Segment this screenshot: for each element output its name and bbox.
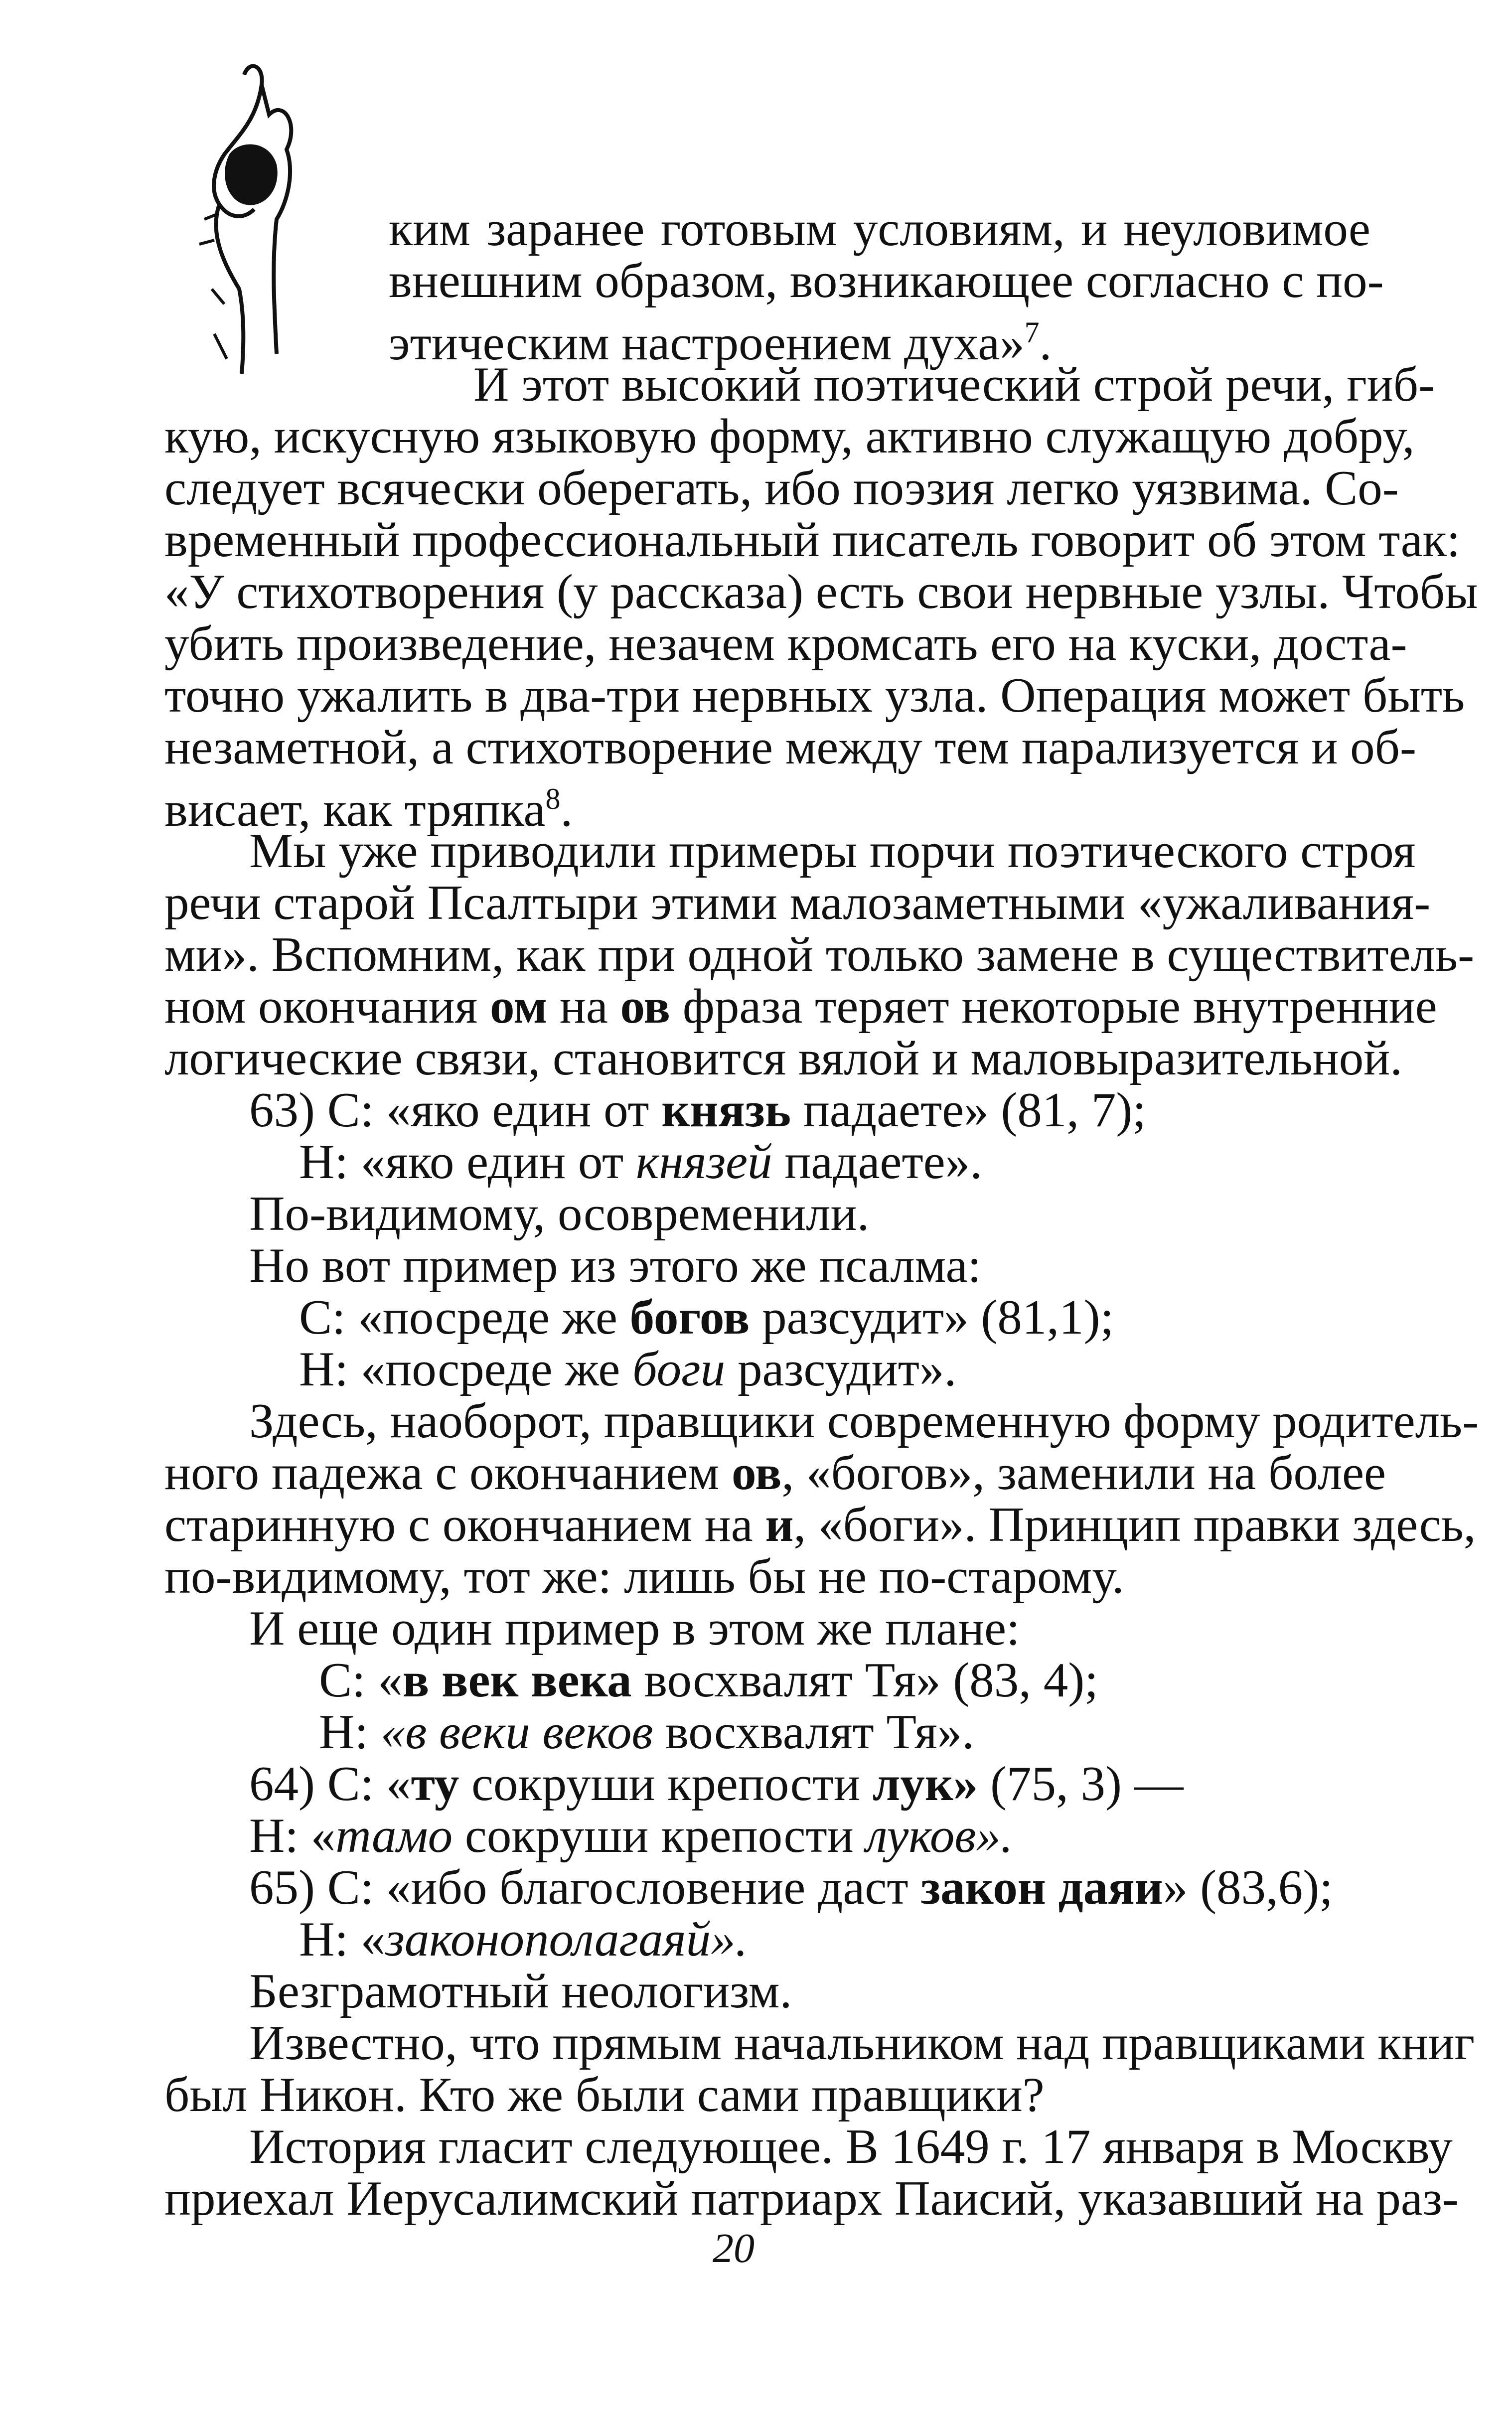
text-line: Здесь, наоборот, правщики современную форму родитель- (249, 1394, 1479, 1448)
text-line: ного падежа с окончанием ов, «богов», заменили на более (164, 1446, 1386, 1500)
text-line: был Никон. Кто же были сами правщики? (164, 2068, 1045, 2122)
text-line: висает, как тряпка$^8$. (164, 782, 573, 837)
text-line: точно ужалить в два-три нервных узла. Операция может быть (164, 668, 1465, 723)
text-line: Н: «законополагаяй». (299, 1912, 748, 1967)
text-line: Н: «яко един от князей падаете». (299, 1135, 982, 1189)
text-line: следует всячески оберегать, ибо поэзия легко уязвима. Со- (164, 461, 1399, 515)
text-line: Известно, что прямым начальником над правщиками книг (249, 2016, 1475, 2070)
text-line: кую, искусную языковую форму, активно служащую добру, (164, 409, 1415, 463)
text-line: 64) С: «ту сокруши крепости лук» (75, 3) — (249, 1757, 1184, 1811)
text-line: Но вот пример из этого же псалма: (249, 1238, 982, 1293)
text-line: 63) С: «яко един от князь падаете» (81, 7); (249, 1083, 1146, 1137)
text-line: временный профессиональный писатель говорит об этом так: (164, 513, 1461, 567)
text-line: ким заранее готовым условиям, и неуловимое (389, 202, 1370, 256)
text-line: старинную с окончанием на и, «боги». Принцип правки здесь, (164, 1498, 1476, 1552)
text-line: Мы уже приводили примеры порчи поэтического строя (249, 824, 1416, 878)
text-line: Н: «в веки веков восхвалят Тя». (319, 1705, 975, 1759)
text-line: убить произведение, незачем кромсать его на куски, доста- (164, 616, 1407, 671)
text-line: внешним образом, возникающее согласно с по- (389, 254, 1384, 308)
text-line: логические связи, становится вялой и маловыразительной. (164, 1031, 1402, 1085)
text-line: 65) С: «ибо благословение даст закон даяи» (83,6); (249, 1860, 1333, 1915)
text-line: История гласит следующее. В 1649 г. 17 января в Москву (249, 2119, 1453, 2174)
text-line: С: «в век века восхвалят Тя» (83, 4); (319, 1653, 1098, 1707)
text-line: речи старой Псалтыри этими малозаметными «ужаливания- (164, 876, 1431, 930)
text-line: приехал Иерусалимский патриарх Паисий, указавший на раз- (164, 2171, 1459, 2226)
text-line: этическим настроением духа»$^7$. (389, 316, 1052, 370)
page-number: 20 (713, 2225, 755, 2271)
text-line: ном окончания ом на ов фраза теряет некоторые внутренние (164, 979, 1437, 1034)
text-line: Н: «посреде же боги разсудит». (299, 1342, 957, 1396)
text-line: незаметной, а стихотворение между тем парализуется и об- (164, 720, 1416, 774)
text-line: И этот высокий поэтический строй речи, гиб- (473, 357, 1435, 412)
text-line: Безграмотный неологизм. (249, 1964, 792, 2018)
text-line: «У стихотворения (у рассказа) есть свои нервные узлы. Чтобы (164, 565, 1478, 619)
text-line: С: «посреде же богов разсудит» (81,1); (299, 1290, 1114, 1345)
text-line: ми». Вспомним, как при одной только замене в существитель- (164, 927, 1475, 982)
footnote-ref: 8 (545, 782, 561, 815)
footnote-ref: 7 (1024, 316, 1040, 349)
text-line: И еще один пример в этом же плане: (249, 1601, 1020, 1656)
text-line: Н: «тамо сокруши крепости луков». (249, 1809, 1013, 1863)
text-line: По-видимому, осовременили. (249, 1187, 870, 1241)
pointing-hand-illustration (169, 55, 379, 404)
text-line: по-видимому, тот же: лишь бы не по-старому. (164, 1549, 1124, 1604)
